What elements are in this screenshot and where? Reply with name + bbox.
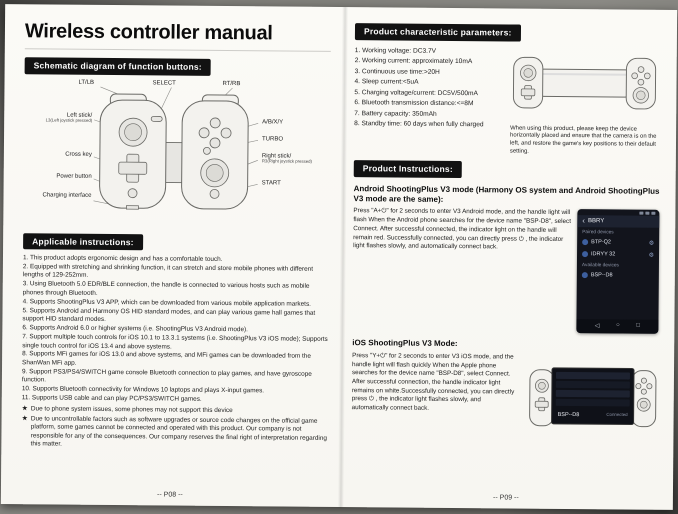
instruction-item: 11. Supports USB cable and can play PC/PS3/SWITCH games. <box>21 394 202 404</box>
parameter-item: 6. Bluetooth transmission distance:<=8M <box>354 99 474 108</box>
label-power-button: Power button <box>56 173 92 180</box>
parameters-section <box>354 46 661 157</box>
controller-horizontal-image <box>510 47 659 118</box>
nav-home-icon: ○ <box>616 322 620 329</box>
ios-mode-heading: iOS ShootingPlus V3 Mode: <box>352 338 458 349</box>
gear-icon: ⚙ <box>648 240 655 247</box>
label-lt-lb: LT/LB <box>78 79 95 86</box>
controller-with-phone-image <box>527 354 658 439</box>
available-device-row <box>577 270 659 282</box>
nav-recent-icon: □ <box>636 323 641 330</box>
note-text: Due to uncontrollable factors such as software upgrades or source code changes on the official game platform, some games cannot be connected and operated with this product. Our company is not responsible for any of the consequences. Our company reserves the final right of interpretation regarding this matter. <box>30 415 328 448</box>
parameter-item: 2. Working current: approximately 10mA <box>354 57 473 66</box>
placement-note: When using this product, please keep the device horizontally placed and ensure that the camera is on the left, and restore the game's key positions to their default setting. <box>509 124 657 155</box>
device-icon <box>582 272 588 278</box>
label-charging-interface: Charging interface <box>42 191 92 199</box>
page-p08 <box>1 4 343 507</box>
parameter-item: 1. Working voltage: DC3.7V <box>354 46 437 55</box>
instruction-item: 4. Supports ShootingPlus V3 APP, which can be downloaded from various mobile application markets. <box>22 298 311 308</box>
android-mode-text: Press "A+⏻" for 2 seconds to enter V3 Android mode, and the handle light will flash When the Android phone searches for the device name "BSP-D8", select Connect. After successful connected, the indicator light on the handle will remain red. Successfully connected, you can directly press ⏻ , the indicator light flashes slowly, and automatically connect back. <box>353 207 571 251</box>
placement-figure <box>510 47 661 157</box>
phone-nav-bar <box>576 320 658 335</box>
instruction-item: 2. Equipped with stretching and shrinking function, it can stretch and store mobile phones with different lengths of 129-252mm. <box>22 263 314 280</box>
instruction-item: 9. Support PS3/PS4/SWITCH game console Bluetooth connection to play games, and have gyroscope function. <box>21 368 312 384</box>
device-name: IDRYY 32 <box>591 251 616 258</box>
instruction-item: 8. Supports MFi games for iOS 13.0 and above systems, and MFi games can be downloaded from the ShanWan MFi app. <box>22 350 311 367</box>
star-icon: ★ <box>21 404 28 412</box>
page-number-p08: -- P08 -- <box>157 491 183 499</box>
phone-header-title: BBRY <box>587 218 605 225</box>
product-instructions-banner: Product Instructions: <box>354 160 462 177</box>
schematic-banner: Schematic diagram of function buttons: <box>25 57 211 75</box>
parameter-item: 5. Charging voltage/current: DC5V/500mA <box>354 88 478 97</box>
parameter-item: 8. Standby time: 60 days when fully charged <box>354 120 484 129</box>
note-item <box>22 405 328 416</box>
connected-device-name: BSP--D8 <box>557 411 580 418</box>
manual-spread <box>1 4 677 510</box>
device-icon <box>582 252 588 258</box>
device-name: BSP--D8 <box>590 272 613 279</box>
android-mode-heading: Android ShootingPlus V3 mode (Harmony OS system and Android ShootingPlus V3 mode are the same): <box>353 183 660 204</box>
connected-status: Connected <box>606 411 628 417</box>
parameters-list <box>354 46 507 156</box>
start-button-icon <box>210 189 219 198</box>
turbo-button-icon <box>203 147 210 154</box>
parameters-banner: Product characteristic parameters: <box>355 23 521 41</box>
applicable-instructions-banner: Applicable instructions: <box>23 233 143 251</box>
label-select: SELECT <box>152 79 176 87</box>
ios-mode-section <box>351 352 658 439</box>
back-icon: ‹ <box>582 216 586 226</box>
power-button-icon <box>128 188 137 197</box>
parameter-item: 4. Sleep current:<5uA <box>354 78 419 86</box>
label-turbo: TURBO <box>262 135 284 143</box>
label-start: START <box>261 179 281 186</box>
ios-mode-text: Press "Y+⏻" for 2 seconds to enter V3 iOS mode, and the handle light will flash quickly When the Apple phone searches for the device name "BSP-D8", select Connect. After successful connection, the handle indicator light remains on white.Successfully connected, you can directly press ⏻ , the indicator light flashes slowly, and automatically connect back. <box>351 351 515 412</box>
applicable-instructions-list <box>22 254 329 405</box>
instruction-item: 3. Using Bluetooth 5.0 EDR/BLE connection, the handle is connected to various hosts such as mobile phones through Bluetooth. <box>22 280 310 297</box>
bluetooth-settings-screenshot <box>576 210 659 335</box>
label-left-stick: Left stick/ L3(Left joystick pressed) <box>45 112 93 124</box>
label-cross-key: Cross key <box>65 151 92 158</box>
controller-schematic <box>23 79 330 232</box>
select-button-icon <box>151 116 162 121</box>
instruction-item: 7. Support multiple touch controls for iOS 10.1 to 13.3.1 systems (i.e. ShootingPlus V3 iOS mode); Supports single touch control for iOS 13.4 and above systems. <box>22 333 328 351</box>
android-mode-section <box>352 208 659 335</box>
paired-device-row <box>577 237 659 250</box>
label-right-stick: Right stick/ R3(Right joystick pressed) <box>261 152 313 165</box>
instruction-item: 5. Supports Android and Harmony OS HID standard modes, and can play various game hall games that support HID standard modes. <box>22 306 316 324</box>
parameter-item: 3. Continuous use time:>20H <box>354 67 440 76</box>
star-icon: ★ <box>21 415 28 423</box>
label-abxy: A/B/X/Y <box>262 118 284 126</box>
page-p09 <box>339 7 677 510</box>
instruction-item: 6. Supports Android 6.0 or higher systems (i.e. ShootingPlus V3 Android mode). <box>22 324 248 334</box>
paired-devices-label: Paired devices <box>582 230 614 236</box>
abxy-buttons-icon <box>210 117 220 127</box>
gear-icon: ⚙ <box>648 252 655 259</box>
nav-back-icon: ◁ <box>594 323 600 330</box>
label-rt-rb: RT/RB <box>222 80 241 87</box>
note-text: Due to phone system issues, some phones may not support this device <box>30 405 233 414</box>
paired-device-row <box>577 249 659 262</box>
note-item <box>21 415 327 451</box>
phone-header <box>577 216 659 229</box>
page-title: Wireless controller manual <box>25 20 331 52</box>
instruction-item: 1. This product adopts ergonomic design and has a comfortable touch. <box>22 254 223 263</box>
page-number-p09: -- P09 -- <box>493 494 519 502</box>
instruction-item: 10. Supports Bluetooth connectivity for Windows 10 laptops and plays X-input games. <box>21 385 265 395</box>
device-icon <box>582 240 588 246</box>
device-name: BTP-Q2 <box>591 239 612 246</box>
charging-port-icon <box>126 205 138 209</box>
parameter-item: 7. Battery capacity: 350mAh <box>354 109 437 118</box>
available-devices-label: Available devices <box>581 263 619 269</box>
